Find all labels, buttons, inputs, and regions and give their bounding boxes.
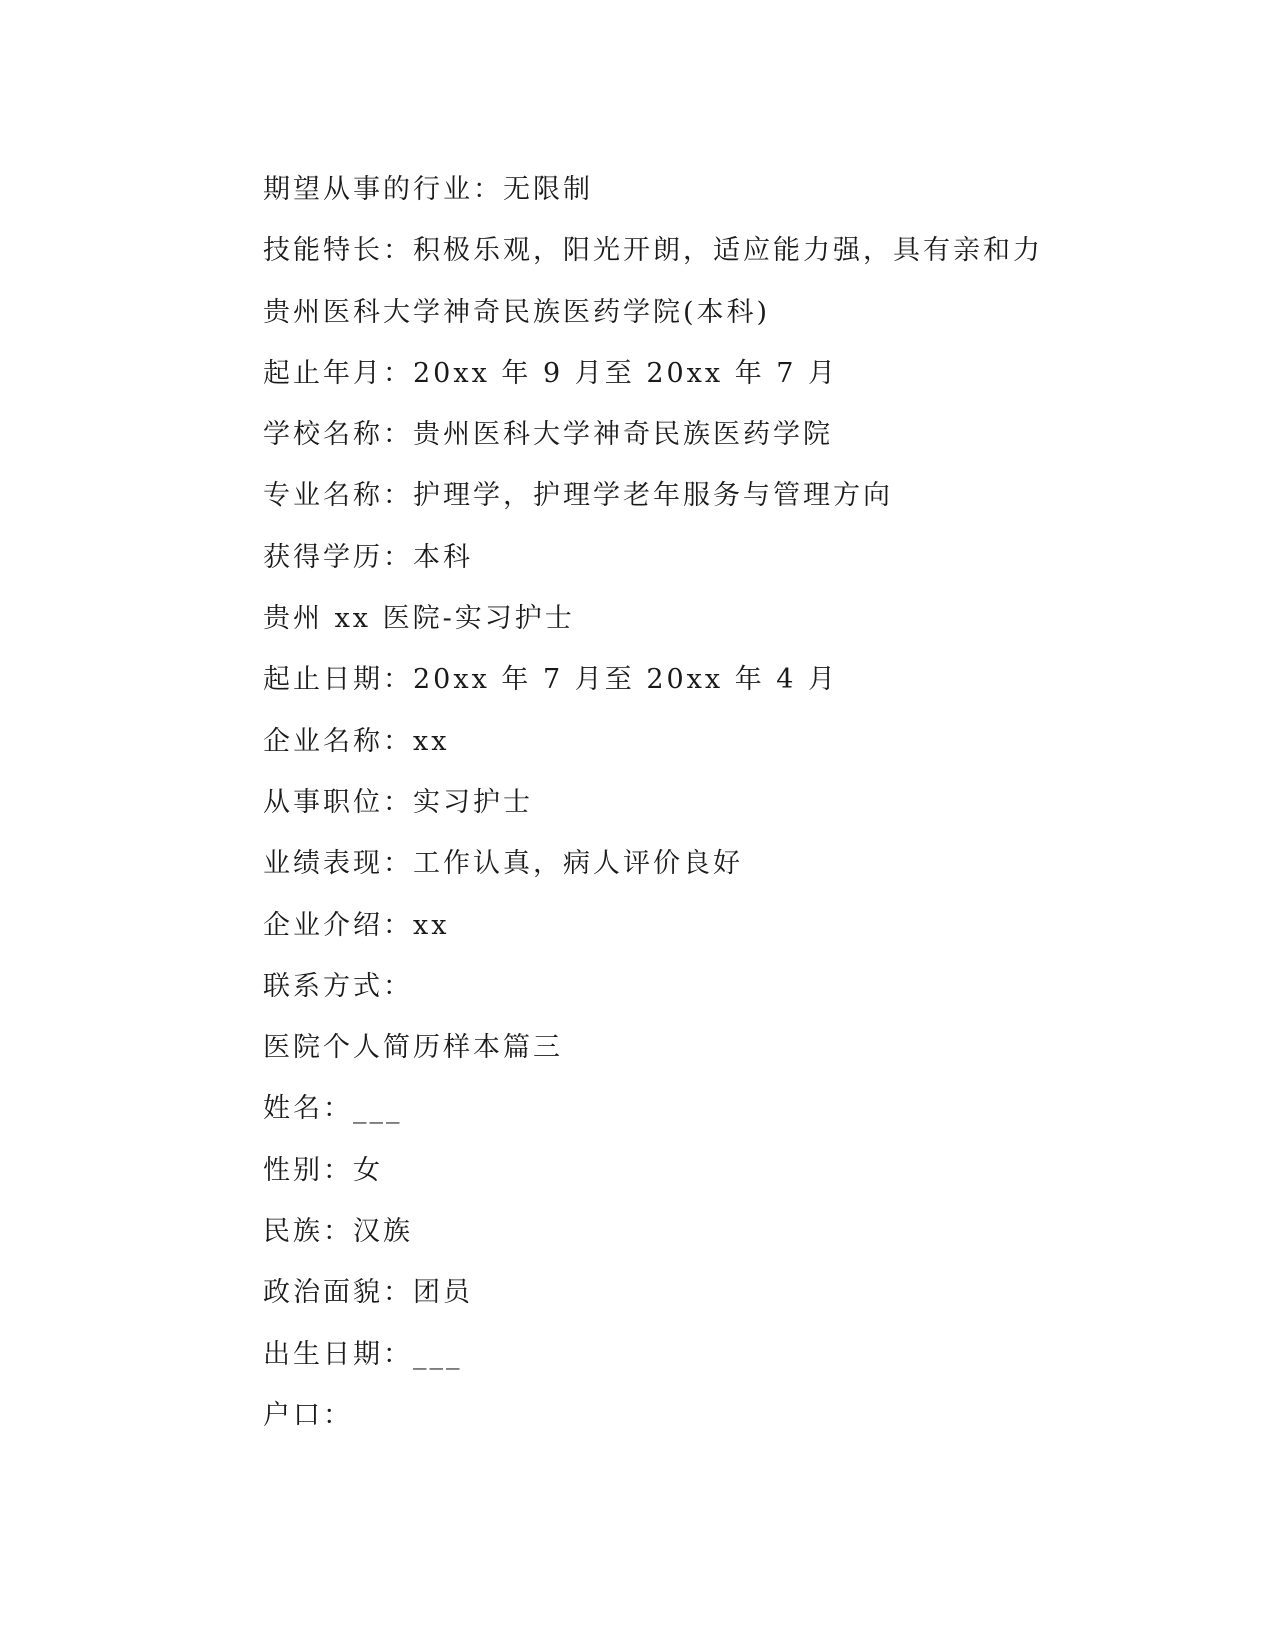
performance-line: 业绩表现：工作认真，病人评价良好	[263, 848, 743, 880]
work-period-line: 起止日期：20xx 年 7 月至 20xx 年 4 月	[263, 664, 839, 696]
skills-line: 技能特长：积极乐观，阳光开朗，适应能力强，具有亲和力	[263, 235, 1043, 267]
position-line: 从事职位：实习护士	[263, 786, 533, 818]
political-status-line: 政治面貌：团员	[263, 1277, 473, 1309]
study-period-line: 起止年月：20xx 年 9 月至 20xx 年 7 月	[263, 357, 839, 389]
ethnicity-line: 民族：汉族	[263, 1216, 413, 1248]
major-line: 专业名称：护理学，护理学老年服务与管理方向	[263, 480, 893, 512]
company-name-line: 企业名称：xx	[263, 725, 450, 757]
work-experience-heading: 贵州 xx 医院-实习护士	[263, 603, 575, 635]
expected-industry-line: 期望从事的行业：无限制	[263, 174, 593, 205]
birth-date-line: 出生日期：___	[263, 1338, 463, 1370]
section-title: 医院个人简历样本篇三	[263, 1032, 563, 1064]
school-name-line: 学校名称：贵州医科大学神奇民族医药学院	[263, 419, 833, 451]
resume-body	[263, 164, 1063, 1451]
degree-line: 获得学历：本科	[263, 541, 473, 573]
education-heading: 贵州医科大学神奇民族医药学院(本科)	[263, 296, 771, 328]
gender-line: 性别：女	[263, 1154, 383, 1186]
name-line: 姓名：___	[263, 1093, 403, 1125]
household-registration-line: 户口：	[263, 1399, 353, 1431]
contact-line: 联系方式：	[263, 970, 413, 1002]
company-intro-line: 企业介绍：xx	[263, 909, 450, 941]
